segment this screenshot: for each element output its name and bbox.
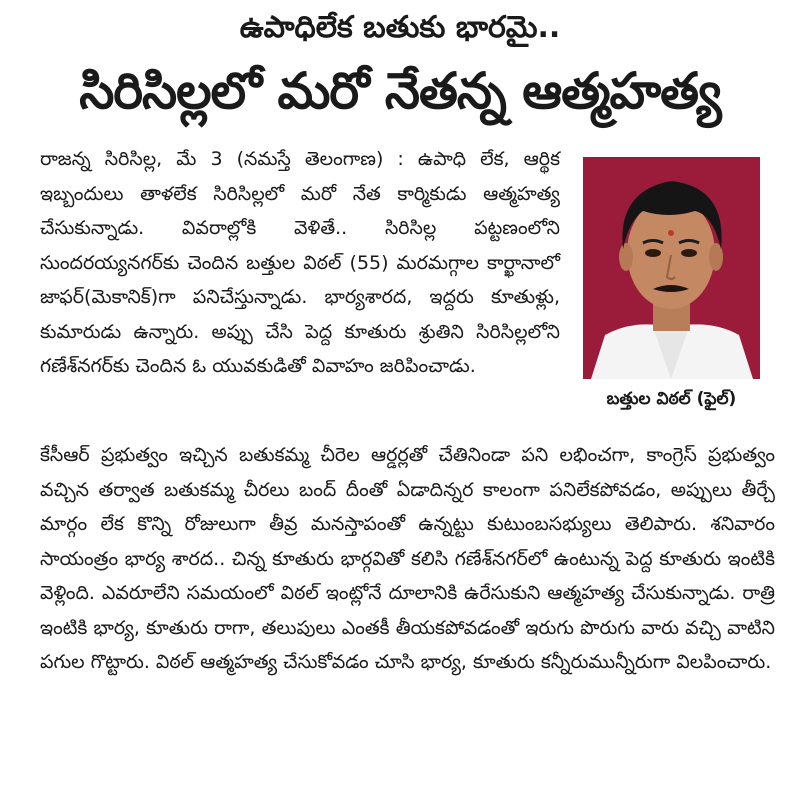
photo-caption: బత్తుల విఠల్ (ఫైల్) — [606, 389, 737, 409]
article-paragraph-top: రాజన్న సిరిసిల్ల, మే 3 (నమస్తే తెలంగాణ) : ఉపాధి లేక, ఆర్థిక ఇబ్బందులు తాళలేక సిరిసిల్లలో మరో నేత కార్మికుడు ఆత్మహత్య చేసుకున్నాడు. వివరాల్లోకి వెళితే.. సిరిసిల్ల పట్టణంలోని సుందరయ్యనగర్‌కు చెందిన బత్తుల విఠల్ (55) మరమగ్గాల కార్ఖానాలో జాఫర్(మెకానిక్)గా పనిచేస్తున్నాడు. భార్యశారద, ఇద్దరు కూతుళ్లు, కుమారుడు ఉన్నారు. అప్పు చేసి పెద్ద కూతురు శ్రుతిని సిరిసిల్లలోని గణేశ్‌నగర్‌కు చెందిన ఓ యువకుడితో వివాహం జరిపించాడు. — [40, 148, 560, 377]
portrait-illustration — [583, 157, 760, 379]
article-kicker: ఉపాధిలేక బతుకు భారమై.. — [239, 10, 561, 45]
portrait-photo — [583, 157, 760, 379]
article-paragraph-bottom: కేసీఆర్ ప్రభుత్వం ఇచ్చిన బతుకమ్మ చీరెల ఆర్డర్లతో చేతినిండా పని లభించగా, కాంగ్రెస్ ప్రభుత్వం వచ్చిన తర్వాత బతుకమ్మ చీరలు బంద్ దీంతో ఏడాదిన్నర కాలంగా పనిలేకపోవడం, అప్పులు తీర్చే మార్గం లేక కొన్ని రోజులుగా తీవ్ర మనస్తాపంతో ఉన్నట్టు కుటుంబసభ్యులు తెలిపారు. శనివారం సాయంత్రం భార్య శారద.. చిన్న కూతురు భార్గవితో కలిసి గణేశ్‌నగర్‌లో ఉంటున్న పెద్ద కూతురు ఇంటికి వెళ్లింది. ఎవరూలేని సమయంలో విఠల్ ఇంట్లోనే దూలానికి ఉరేసుకుని ఆత్మహత్య చేసుకున్నాడు. రాత్రి ఇంటికి భార్య, కూతురు రాగా, తలుపులు ఎంతకీ తీయకపోవడంతో ఇరుగు పొరుగు వారు వచ్చి వాటిని పగుల గొట్టారు. విఠల్ ఆత్మహత్య చేసుకోవడం చూసి భార్య, కూతురు కన్నీరుమున్నీరుగా విలపించారు. — [40, 444, 775, 673]
article-headline: సిరిసిల్లలో మరో నేతన్న ఆత్మహత్య — [79, 62, 721, 120]
